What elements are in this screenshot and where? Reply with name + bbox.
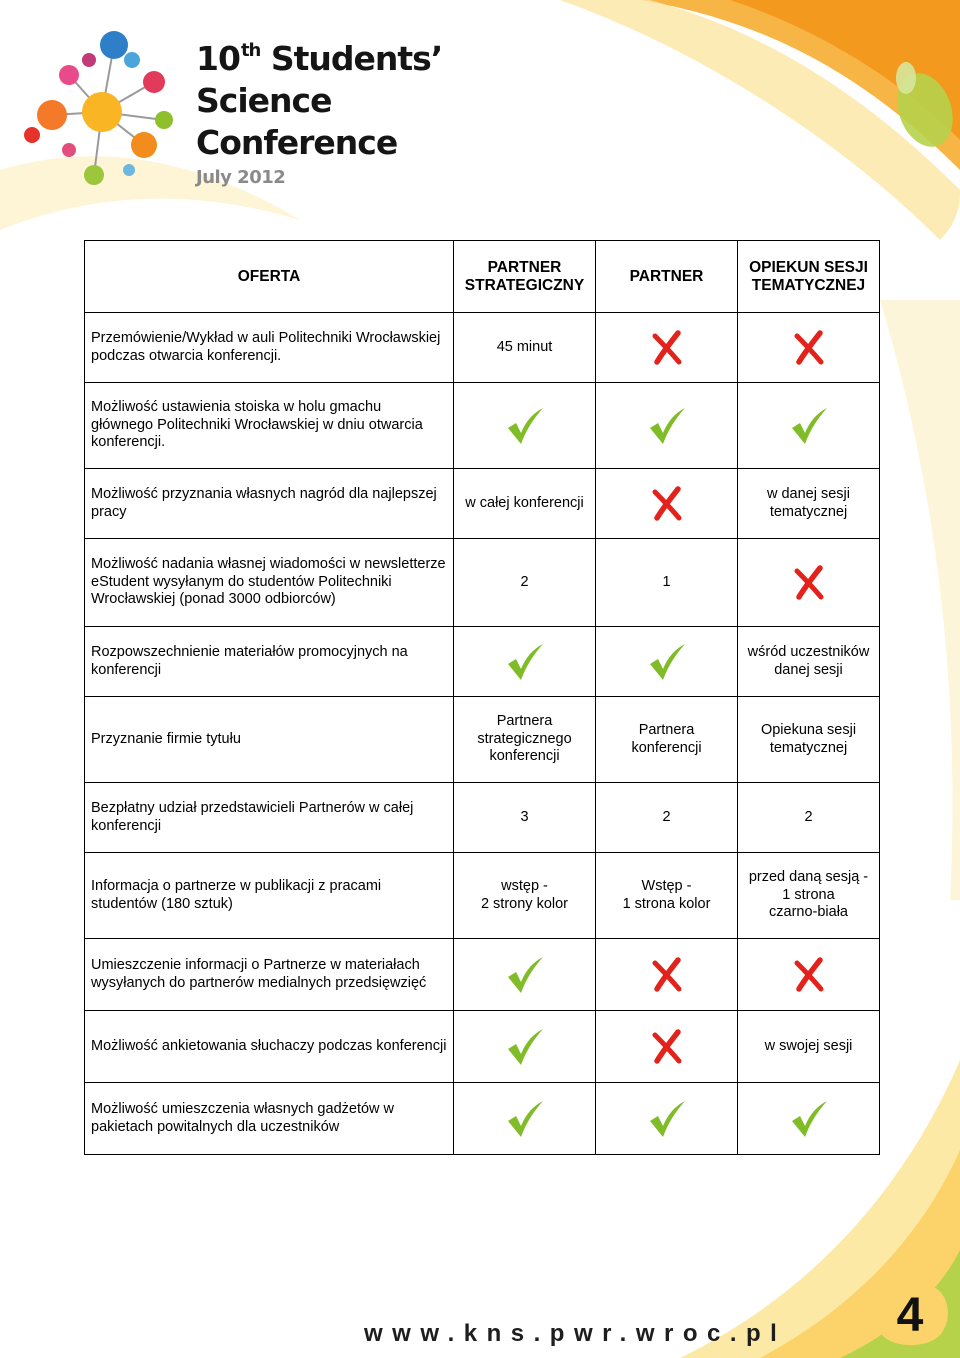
cross-icon bbox=[793, 339, 825, 355]
offer-feature: Przemówienie/Wykład w auli Politechniki Wrocławskiej podczas otwarcia konferencji. bbox=[85, 313, 454, 383]
header-partner-strategiczny: PARTNER STRATEGICZNY bbox=[454, 241, 596, 313]
cell-opiekun-sesji bbox=[738, 697, 880, 783]
offer-feature: Rozpowszechnienie materiałów promocyjnych na konferencji bbox=[85, 627, 454, 697]
cross-icon bbox=[651, 1038, 683, 1054]
cell-value: 2 bbox=[520, 573, 529, 590]
cell-value: 45 minut bbox=[496, 338, 553, 355]
cell-partner bbox=[596, 469, 738, 539]
title-line-3: Conference bbox=[196, 123, 398, 162]
header-partner: PARTNER bbox=[596, 241, 738, 313]
offer-feature: Przyznanie firmie tytułu bbox=[85, 697, 454, 783]
offer-feature: Możliwość nadania własnej wiadomości w newsletterze eStudent wysyłanym do studentów Politechniki Wrocławskiej (ponad 3000 odbiorców) bbox=[85, 539, 454, 627]
cell-value: Partnera strategicznego konferencji bbox=[477, 713, 572, 765]
cell-partner-strategiczny bbox=[454, 627, 596, 697]
cell-partner bbox=[596, 539, 738, 627]
cell-value: w swojej sesji bbox=[764, 1037, 853, 1054]
check-icon bbox=[789, 417, 829, 433]
cell-partner bbox=[596, 939, 738, 1011]
cell-value: 3 bbox=[520, 808, 529, 825]
cross-icon bbox=[651, 966, 683, 982]
cell-partner-strategiczny bbox=[454, 539, 596, 627]
check-icon bbox=[505, 966, 545, 982]
header-oferta: OFERTA bbox=[85, 241, 454, 313]
cell-opiekun-sesji bbox=[738, 783, 880, 853]
table-row bbox=[85, 539, 880, 627]
cell-opiekun-sesji bbox=[738, 313, 880, 383]
title-line-2: Science bbox=[196, 81, 332, 120]
check-icon bbox=[647, 417, 687, 433]
check-icon bbox=[505, 653, 545, 669]
cell-partner bbox=[596, 853, 738, 939]
cell-value: w całej konferencji bbox=[465, 494, 584, 511]
cell-partner-strategiczny bbox=[454, 1083, 596, 1155]
cell-value: 2 bbox=[662, 808, 671, 825]
cell-opiekun-sesji bbox=[738, 939, 880, 1011]
cell-value: w danej sesji tematycznej bbox=[766, 486, 850, 520]
cell-value: Wstęp - 1 strona kolor bbox=[622, 878, 711, 912]
title-line-1 bbox=[196, 30, 442, 80]
cell-opiekun-sesji bbox=[738, 627, 880, 697]
cell-opiekun-sesji bbox=[738, 1083, 880, 1155]
check-icon bbox=[647, 653, 687, 669]
page-number-badge bbox=[869, 1278, 951, 1348]
molecule-logo-icon bbox=[14, 20, 194, 190]
cell-partner-strategiczny bbox=[454, 383, 596, 469]
title-suffix: th bbox=[240, 40, 261, 61]
cell-partner bbox=[596, 1083, 738, 1155]
header-opiekun-sesji: OPIEKUN SESJI TEMATYCZNEJ bbox=[738, 241, 880, 313]
check-icon bbox=[505, 1038, 545, 1054]
cell-partner-strategiczny bbox=[454, 313, 596, 383]
cell-value: Opiekuna sesji tematycznej bbox=[760, 722, 857, 756]
offer-feature: Możliwość ustawienia stoiska w holu gmachu głównego Politechniki Wrocławskiej w dniu otwarcia konferencji. bbox=[85, 383, 454, 469]
cell-value: przed daną sesją - 1 strona czarno-biała bbox=[748, 869, 869, 921]
cell-value: 1 bbox=[662, 573, 671, 590]
table-header-row bbox=[85, 241, 880, 313]
table-row bbox=[85, 383, 880, 469]
check-icon bbox=[789, 1110, 829, 1126]
conference-date: July 2012 bbox=[196, 167, 286, 188]
offer-feature: Umieszczenie informacji o Partnerze w materiałach wysyłanych do partnerów medialnych przedsięwzięć bbox=[85, 939, 454, 1011]
cell-value: 2 bbox=[804, 808, 813, 825]
table-row bbox=[85, 697, 880, 783]
cell-partner bbox=[596, 627, 738, 697]
offer-feature: Bezpłatny udział przedstawicieli Partnerów w całej konferencji bbox=[85, 783, 454, 853]
cell-partner bbox=[596, 313, 738, 383]
cross-icon bbox=[793, 966, 825, 982]
title-word-1: Students’ bbox=[270, 39, 443, 78]
cross-icon bbox=[651, 495, 683, 511]
check-icon bbox=[505, 1110, 545, 1126]
offer-feature: Możliwość umieszczenia własnych gadżetów w pakietach powitalnych dla uczestników bbox=[85, 1083, 454, 1155]
cell-partner-strategiczny bbox=[454, 469, 596, 539]
table-row bbox=[85, 469, 880, 539]
cell-opiekun-sesji bbox=[738, 853, 880, 939]
cell-partner bbox=[596, 783, 738, 853]
table-row bbox=[85, 853, 880, 939]
cell-partner bbox=[596, 697, 738, 783]
check-icon bbox=[505, 417, 545, 433]
cell-partner-strategiczny bbox=[454, 853, 596, 939]
website-url: www.kns.pwr.wroc.pl bbox=[364, 1320, 787, 1347]
offer-table bbox=[84, 240, 880, 1155]
offer-feature: Możliwość przyznania własnych nagród dla najlepszej pracy bbox=[85, 469, 454, 539]
page-number: 4 bbox=[896, 1289, 924, 1342]
cell-opiekun-sesji bbox=[738, 1011, 880, 1083]
table-row bbox=[85, 939, 880, 1011]
cell-opiekun-sesji bbox=[738, 469, 880, 539]
table-row bbox=[85, 1083, 880, 1155]
cell-partner-strategiczny bbox=[454, 939, 596, 1011]
cell-partner-strategiczny bbox=[454, 1011, 596, 1083]
cell-opiekun-sesji bbox=[738, 539, 880, 627]
cell-value: wstęp - 2 strony kolor bbox=[480, 878, 569, 912]
cell-partner bbox=[596, 1011, 738, 1083]
conference-title bbox=[196, 30, 442, 188]
cell-value: Partnera konferencji bbox=[631, 722, 702, 756]
cell-value: wśród uczestników danej sesji bbox=[747, 644, 870, 678]
table-row bbox=[85, 783, 880, 853]
cell-partner bbox=[596, 383, 738, 469]
cross-icon bbox=[793, 574, 825, 590]
check-icon bbox=[647, 1110, 687, 1126]
cell-opiekun-sesji bbox=[738, 383, 880, 469]
table-row bbox=[85, 313, 880, 383]
offer-feature: Możliwość ankietowania słuchaczy podczas konferencji bbox=[85, 1011, 454, 1083]
table-row bbox=[85, 627, 880, 697]
cell-partner-strategiczny bbox=[454, 697, 596, 783]
offer-feature: Informacja o partnerze w publikacji z pracami studentów (180 sztuk) bbox=[85, 853, 454, 939]
title-number: 10 bbox=[196, 39, 240, 78]
cell-partner-strategiczny bbox=[454, 783, 596, 853]
table-row bbox=[85, 1011, 880, 1083]
cross-icon bbox=[651, 339, 683, 355]
